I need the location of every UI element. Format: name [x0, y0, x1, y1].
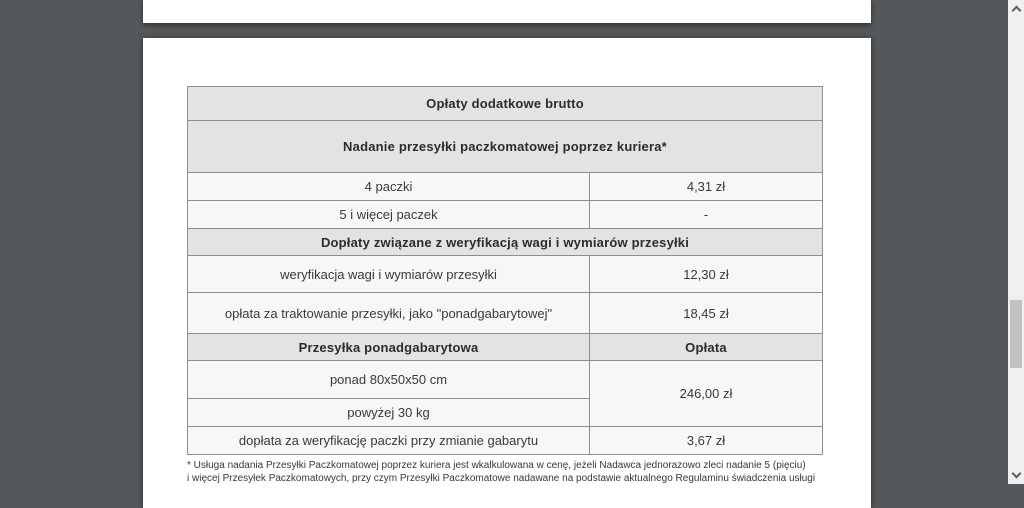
fee-label-cell: opłata za traktowanie przesyłki, jako "ponadgabarytowej": [188, 293, 590, 334]
table-row: [188, 361, 823, 399]
document-page: [143, 38, 871, 508]
oversize-header-value: Opłata: [590, 334, 823, 361]
table-row: [188, 173, 823, 201]
scrollbar-thumb[interactable]: [1010, 300, 1022, 368]
fee-value-cell: 18,45 zł: [590, 293, 823, 334]
footnote-line: i więcej Przesyłek Paczkomatowych, przy czym Przesyłki Paczkomatowe nadawane na podstawie aktualnego Regulaminu świadczenia usługi: [187, 473, 816, 484]
table-row: [188, 293, 823, 334]
section-header-row-oversize: [188, 334, 823, 361]
table-title-row: [188, 87, 823, 121]
fee-value-cell: 12,30 zł: [590, 256, 823, 293]
fee-value-cell: 3,67 zł: [590, 427, 823, 455]
section-header-row-verification: [188, 229, 823, 256]
previous-page-bottom: [143, 0, 871, 23]
vertical-scrollbar[interactable]: [1008, 0, 1024, 484]
section-header-row-courier: [188, 121, 823, 173]
scroll-down-icon[interactable]: [1012, 469, 1022, 479]
section-header-verification: Dopłaty związane z weryfikacją wagi i wymiarów przesyłki: [188, 229, 823, 256]
fee-label-cell: ponad 80x50x50 cm: [188, 361, 590, 399]
fee-value-cell: 4,31 zł: [590, 173, 823, 201]
fee-label-cell: dopłata za weryfikację paczki przy zmianie gabarytu: [188, 427, 590, 455]
table-title: Opłaty dodatkowe brutto: [188, 87, 823, 121]
scroll-up-icon[interactable]: [1012, 6, 1022, 16]
fee-label-cell: 4 paczki: [188, 173, 590, 201]
fee-label-cell: 5 i więcej paczek: [188, 201, 590, 229]
table-row: [188, 201, 823, 229]
section-header-courier: Nadanie przesyłki paczkomatowej poprzez kuriera*: [188, 121, 823, 173]
oversize-header-label: Przesyłka ponadgabarytowa: [188, 334, 590, 361]
additional-fees-table: [187, 86, 823, 455]
footnote-line: * Usługa nadania Przesyłki Paczkomatowej poprzez kuriera jest wkalkulowana w cenę, jeżeli Nadawca jednorazowo zleci nadanie 5 (pięciu): [187, 460, 806, 471]
fee-label-cell: weryfikacja wagi i wymiarów przesyłki: [188, 256, 590, 293]
fee-label-cell: powyżej 30 kg: [188, 399, 590, 427]
fee-value-cell: -: [590, 201, 823, 229]
table-row: [188, 256, 823, 293]
table-row: [188, 427, 823, 455]
fee-value-cell-merged: 246,00 zł: [590, 361, 823, 427]
footnote: [187, 459, 815, 485]
